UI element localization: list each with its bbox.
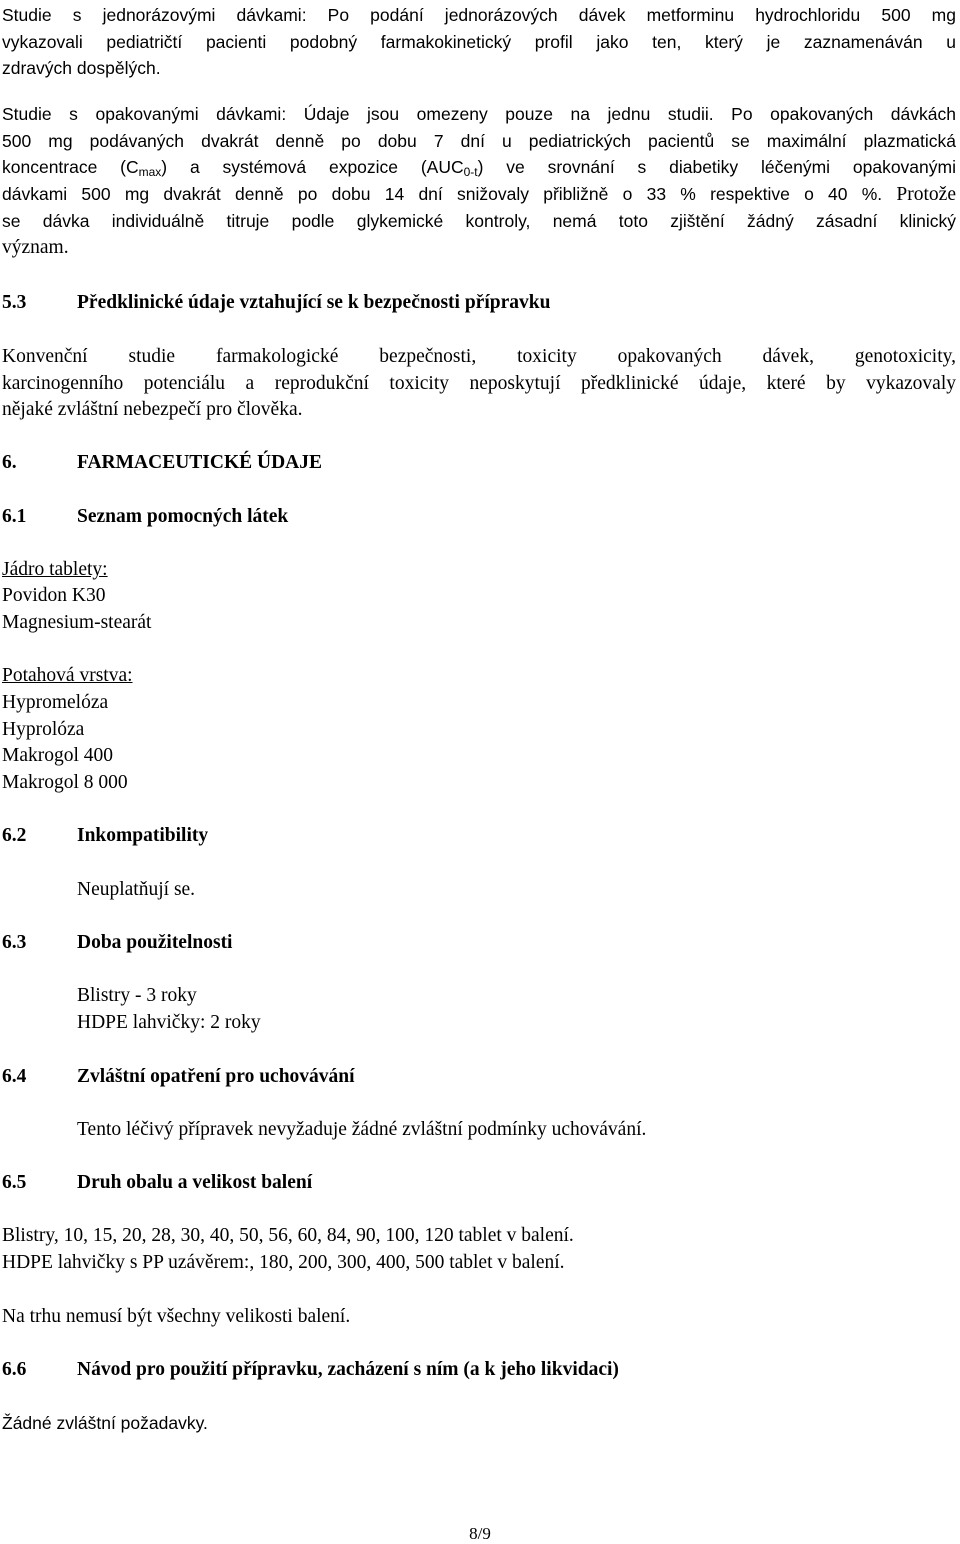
- shelf-life-line: HDPE lahvičky: 2 roky: [77, 1012, 261, 1033]
- coating-label: Potahová vrstva:: [2, 665, 133, 686]
- text-line: karcinogenního potenciálu a reprodukční toxicity neposkytují předklinické údaje, které by vykazovaly: [2, 372, 956, 394]
- excipient-item: Makrogol 8 000: [2, 772, 128, 793]
- section-heading-6-5: 6.5 Druh obalu a velikost balení: [2, 1172, 313, 1193]
- page-number: 8/9: [469, 1524, 491, 1543]
- core-label: Jádro tablety:: [2, 559, 108, 580]
- section-heading-6-4: 6.4 Zvláštní opatření pro uchovávání: [2, 1066, 355, 1087]
- paragraph-preclinical: [2, 344, 956, 424]
- package-line: HDPE lahvičky s PP uzávěrem:, 180, 200, 300, 400, 500 tablet v balení.: [2, 1252, 565, 1273]
- text-line: vykazovali pediatričtí pacienti podobný farmakokinetický profil jako ten, který je zaznamenáván u: [2, 31, 956, 52]
- shelf-life-line: Blistry - 3 roky: [77, 985, 197, 1006]
- incompatibility-text: Neuplatňují se.: [77, 879, 196, 900]
- excipient-item: Makrogol 400: [2, 745, 114, 766]
- section-heading-6: 6. FARMACEUTICKÉ ÚDAJE: [2, 452, 323, 473]
- excipient-item: Hyprolóza: [2, 719, 85, 740]
- package-note: Na trhu nemusí být všechny velikosti balení.: [2, 1306, 351, 1327]
- text-line: Studie s opakovanými dávkami: Údaje jsou omezeny pouze na jednu studii. Po opakovaných dávkách: [2, 104, 956, 124]
- excipient-item: Povidon K30: [2, 585, 106, 606]
- paragraph-repeated-dose: [2, 101, 956, 261]
- text-line: Studie s jednorázovými dávkami: Po podání jednorázových dávek metforminu hydrochloridu 500 mg: [2, 5, 956, 25]
- section-heading-5-3: 5.3 Předklinické údaje vztahující se k bezpečnosti přípravku: [2, 292, 551, 313]
- text-line: dávkami 500 mg dvakrát denně po dobu 14 dní snižovaly přibližně o 33 % respektive o 40 %. Protože: [2, 183, 956, 205]
- text-line: se dávka individuálně titruje podle glykemické kontroly, nemá toto zjištění žádný zásadní klinický: [2, 211, 956, 231]
- text-line: koncentrace $(C_{max})$ a systémová expozice $(AUC_{0-t})$ ve srovnání s diabetiky léčenými opakovanými: [2, 157, 956, 179]
- excipient-item: Hypromelóza: [2, 692, 109, 713]
- section-heading-6-3: 6.3 Doba použitelnosti: [2, 932, 233, 953]
- text-line: nějaké zvláštní nebezpečí pro člověka.: [2, 399, 303, 420]
- paragraph-single-dose: [2, 2, 956, 82]
- package-line: Blistry, 10, 15, 20, 28, 30, 40, 50, 56, 60, 84, 90, 100, 120 tablet v balení.: [2, 1225, 574, 1246]
- section-heading-6-2: 6.2 Inkompatibility: [2, 825, 209, 846]
- text-line: 500 mg podávaných dvakrát denně po dobu 7 dní u pediatrických pacientů se maximální plazmatická: [2, 130, 956, 151]
- excipient-item: Magnesium-stearát: [2, 612, 152, 633]
- disposal-text: Žádné zvláštní požadavky.: [2, 1413, 208, 1433]
- text-line: význam.: [2, 236, 69, 258]
- storage-text: Tento léčivý přípravek nevyžaduje žádné zvláštní podmínky uchovávání.: [77, 1119, 647, 1140]
- text-line: zdravých dospělých.: [2, 58, 161, 78]
- section-heading-6-1: 6.1 Seznam pomocných látek: [2, 506, 289, 527]
- text-line: Konvenční studie farmakologické bezpečnosti, toxicity opakovaných dávek, genotoxicity,: [2, 346, 956, 367]
- section-heading-6-6: 6.6 Návod pro použití přípravku, zacházení s ním (a k jeho likvidaci): [2, 1359, 619, 1380]
